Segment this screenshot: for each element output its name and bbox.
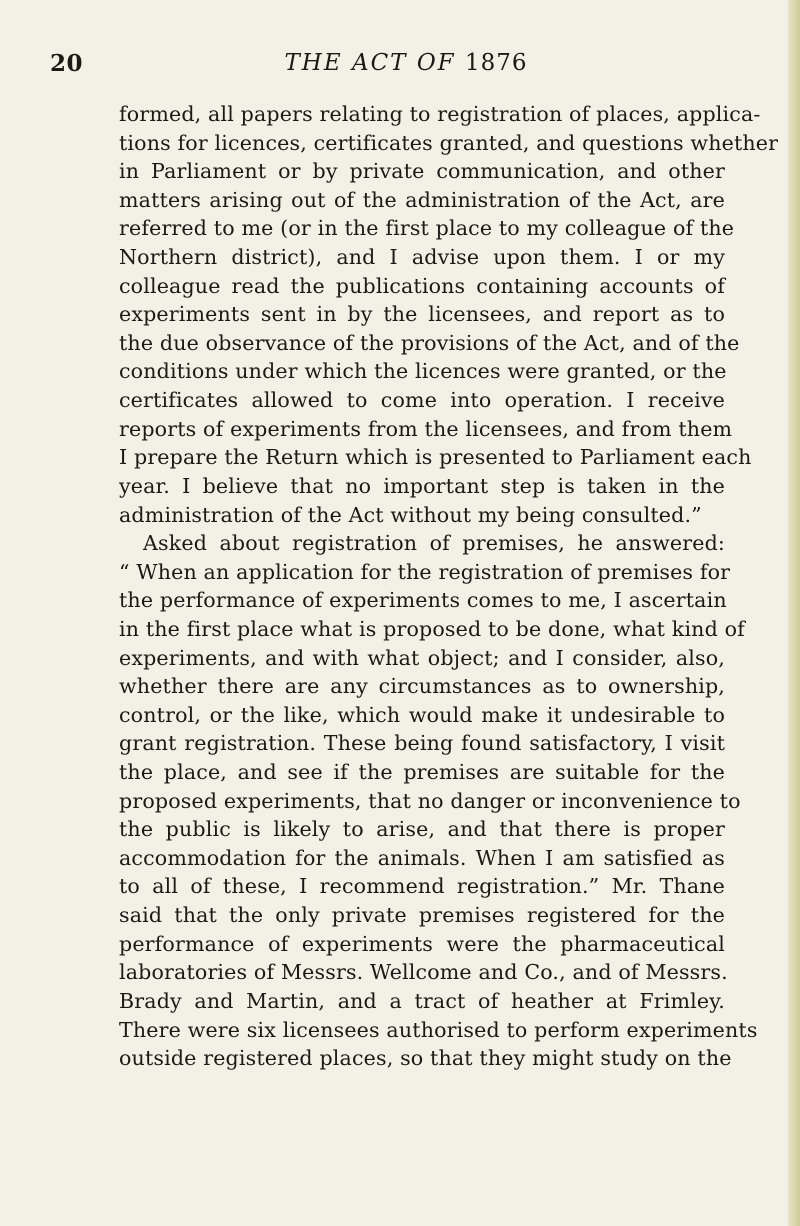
text-line: Asked about registration of premises, he answered: — [143, 531, 725, 556]
page-number: 20 — [50, 50, 84, 77]
text-line: accommodation for the animals. When I am satisfied as — [119, 845, 725, 870]
text-line: the place, and see if the premises are suitable for the — [119, 760, 725, 785]
page-header — [50, 50, 762, 84]
text-line: experiments, and with what object; and I consider, also, — [119, 645, 725, 670]
text-line: the public is likely to arise, and that there is proper — [119, 817, 725, 842]
text-line: referred to me (or in the first place to my colleague of the — [119, 216, 735, 241]
text-line: colleague read the publications containing accounts of — [119, 273, 725, 298]
text-line: tions for licences, certificates granted, and questions whether — [119, 130, 779, 155]
text-line: grant registration. These being found satisfactory, I visit — [119, 731, 725, 756]
text-line: Brady and Martin, and a tract of heather at Frimley. — [119, 988, 725, 1013]
text-line: to all of these, I recommend registration.” Mr. Thane — [119, 874, 725, 899]
text-line: There were six licensees authorised to perform experiments — [119, 1017, 758, 1042]
text-line: experiments sent in by the licensees, and report as to — [119, 302, 725, 327]
text-line: the performance of experiments comes to me, I ascertain — [119, 588, 727, 613]
text-line: performance of experiments were the pharmaceutical — [119, 931, 725, 956]
text-line: the due observance of the provisions of the Act, and of the — [119, 330, 740, 355]
text-line: matters arising out of the administration of the Act, are — [119, 187, 725, 212]
running-title — [50, 50, 762, 76]
text-line: “ When an application for the registration of premises for — [119, 559, 731, 584]
text-line: administration of the Act without my being consulted.” — [119, 502, 702, 527]
text-line: conditions under which the licences were granted, or the — [119, 359, 727, 384]
text-line: year. I believe that no important step is taken in the — [119, 473, 725, 498]
text-line: laboratories of Messrs. Wellcome and Co., and of Messrs. — [119, 960, 728, 985]
running-title-text: THE ACT OF — [284, 50, 456, 76]
text-line: formed, all papers relating to registration of places, applica- — [119, 102, 761, 126]
text-line: I prepare the Return which is presented to Parliament each — [119, 445, 752, 470]
text-line: outside registered places, so that they might study on the — [119, 1046, 732, 1071]
text-line: certificates allowed to come into operation. I receive — [119, 388, 725, 413]
text-line: Northern district), and I advise upon them. I or my — [119, 245, 725, 270]
text-line: said that the only private premises registered for the — [119, 903, 725, 928]
text-line: control, or the like, which would make it undesirable to — [119, 702, 725, 727]
text-line: in the first place what is proposed to be done, what kind of — [119, 616, 745, 641]
running-title-year: 1876 — [464, 50, 528, 76]
text-line: in Parliament or by private communication, and other — [119, 159, 725, 184]
page-edge — [788, 0, 800, 1226]
text-line: whether there are any circumstances as to ownership, — [119, 674, 725, 699]
text-line: reports of experiments from the licensees, and from them — [119, 416, 733, 441]
text-line: proposed experiments, that no danger or inconvenience to — [119, 788, 741, 813]
body-text — [119, 100, 779, 1073]
